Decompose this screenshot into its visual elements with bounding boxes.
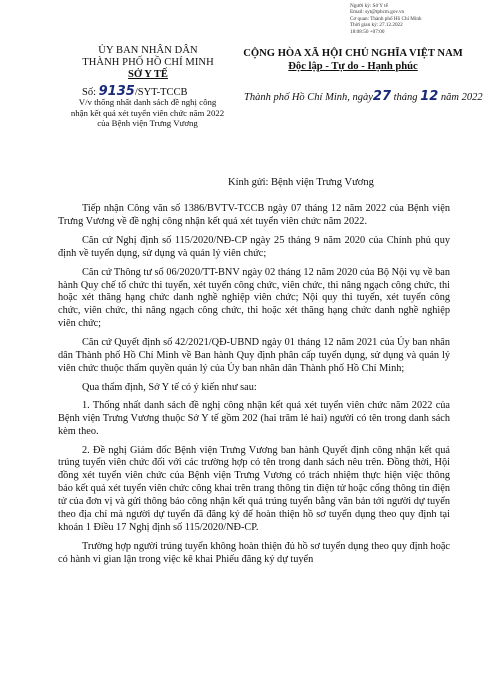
issue-date bbox=[244, 89, 483, 104]
date-day-handwritten: 27 bbox=[372, 89, 392, 104]
date-month-handwritten: 12 bbox=[420, 89, 439, 104]
body-paragraph: Tiếp nhận Công văn số 1386/BVTV-TCCB ngày 07 tháng 12 năm 2022 của Bệnh viện Trưng Vương về đề nghị công nhận kết quả xét tuyển viên chức năm 2022. bbox=[58, 203, 450, 227]
body-paragraph: Căn cứ Nghị định số 115/2020/NĐ-CP ngày 25 tháng 9 năm 2020 của Chính phủ quy định về tuyển dụng, sử dụng và quản lý viên chức; bbox=[58, 234, 450, 259]
national-motto: Độc lập - Tự do - Hạnh phúc bbox=[288, 61, 418, 72]
body-paragraph: Căn cứ Thông tư số 06/2020/TT-BNV ngày 02 tháng 12 năm 2020 của Bộ Nội vụ về ban hành Quy chế tổ chức thi tuyển, xét tuyển công chức, viên chức, thi nâng ngạch công chức, thi hoặc xét thăng hạng chức danh nghề nghiệp viên chức; Nội quy thi tuyển, xét tuyển công chức, viên chức, thi nâng ngạch công chức, thi hoặc xét thăng hạng chức danh nghề nghiệp viên chức; bbox=[58, 266, 450, 330]
signature-line: Người ký: Sở Y tế bbox=[350, 3, 388, 9]
docno-suffix: /SYT-TCCB bbox=[134, 87, 188, 98]
body-paragraph: Căn cứ Quyết định số 42/2021/QĐ-UBND ngày 01 tháng 12 năm 2021 của Ủy ban nhân dân Thành phố Hồ Chí Minh về Ban hành Quy định phân cấp tuyển dụng, sử dụng và quản lý viên chức thuộc thẩm quyền quản lý của Ủy ban nhân dân Thành phố Hồ Chí Minh; bbox=[58, 337, 450, 374]
date-mid: tháng bbox=[391, 92, 421, 103]
docno-prefix: Số: bbox=[82, 87, 99, 98]
body-paragraph: 2. Đề nghị Giám đốc Bệnh viện Trưng Vương ban hành Quyết định công nhận kết quả trúng tuyển viên chức đối với các trường hợp có tên trong danh sách nêu trên. Đồng thời, Hội đồng xét tuyển viên chức của Bệnh viện Trưng Vương có trách nhiệm thực hiện việc thông báo kết quả xét tuyển viên chức công khai trên trang thông tin điện tử hoặc cổng thông tin điện tử của đơn vị và gửi thông báo công nhận kết quả trúng tuyển bằng văn bản tới người dự tuyển theo địa chỉ mà người dự tuyển đã đăng ký để hoàn thiện hồ sơ tuyển dụng theo quy định tại khoản 1 Điều 17 Nghị định số 115/2020/NĐ-CP. bbox=[58, 444, 450, 533]
signature-line: Email: syt@tphcm.gov.vn bbox=[350, 9, 405, 16]
document-subject: V/v thống nhất danh sách đề nghị công nhận kết quả xét tuyển viên chức năm 2022 của Bệnh viện Trưng Vương bbox=[70, 97, 225, 128]
body-paragraph: Trường hợp người trúng tuyển không hoàn thiện đủ hồ sơ tuyển dụng theo quy định hoặc có hành vi gian lận trong việc kê khai Phiếu đăng ký dự tuyển bbox=[58, 540, 450, 565]
body-paragraph: Qua thẩm định, Sở Y tế có ý kiến như sau: bbox=[82, 381, 257, 393]
org-name: ỦY BAN NHÂN DÂN bbox=[98, 45, 198, 56]
issuing-authority-header bbox=[58, 45, 238, 81]
signature-line: Thời gian ký: 27.12.2022 bbox=[350, 22, 403, 29]
docno-handwritten: 9135 bbox=[98, 84, 135, 99]
department-name: SỞ Y TẾ bbox=[128, 69, 168, 80]
national-motto-header bbox=[238, 47, 468, 73]
body-paragraph: 1. Thống nhất danh sách đề nghị công nhận kết quả xét tuyển viên chức năm 2022 của Bệnh viện Trưng Vương thuộc Sở Y tế gồm 202 (hai trăm lẻ hai) người có tên trong danh sách kèm theo. bbox=[58, 399, 450, 437]
signature-line: 18:08:50 +07:00 bbox=[350, 28, 385, 35]
date-suffix: năm 2022 bbox=[438, 92, 483, 103]
letter-body bbox=[58, 203, 450, 573]
city-name: THÀNH PHỐ HỒ CHÍ MINH bbox=[82, 57, 214, 68]
country-name: CỘNG HÒA XÃ HỘI CHỦ NGHĨA VIỆT NAM bbox=[243, 48, 463, 59]
signature-line: Cơ quan: Thành phố Hồ Chí Minh bbox=[350, 15, 422, 22]
digital-signature-block bbox=[350, 3, 472, 35]
date-prefix: Thành phố Hồ Chí Minh, ngày bbox=[244, 92, 373, 103]
recipient-line: Kính gửi: Bệnh viện Trưng Vương bbox=[228, 177, 374, 188]
